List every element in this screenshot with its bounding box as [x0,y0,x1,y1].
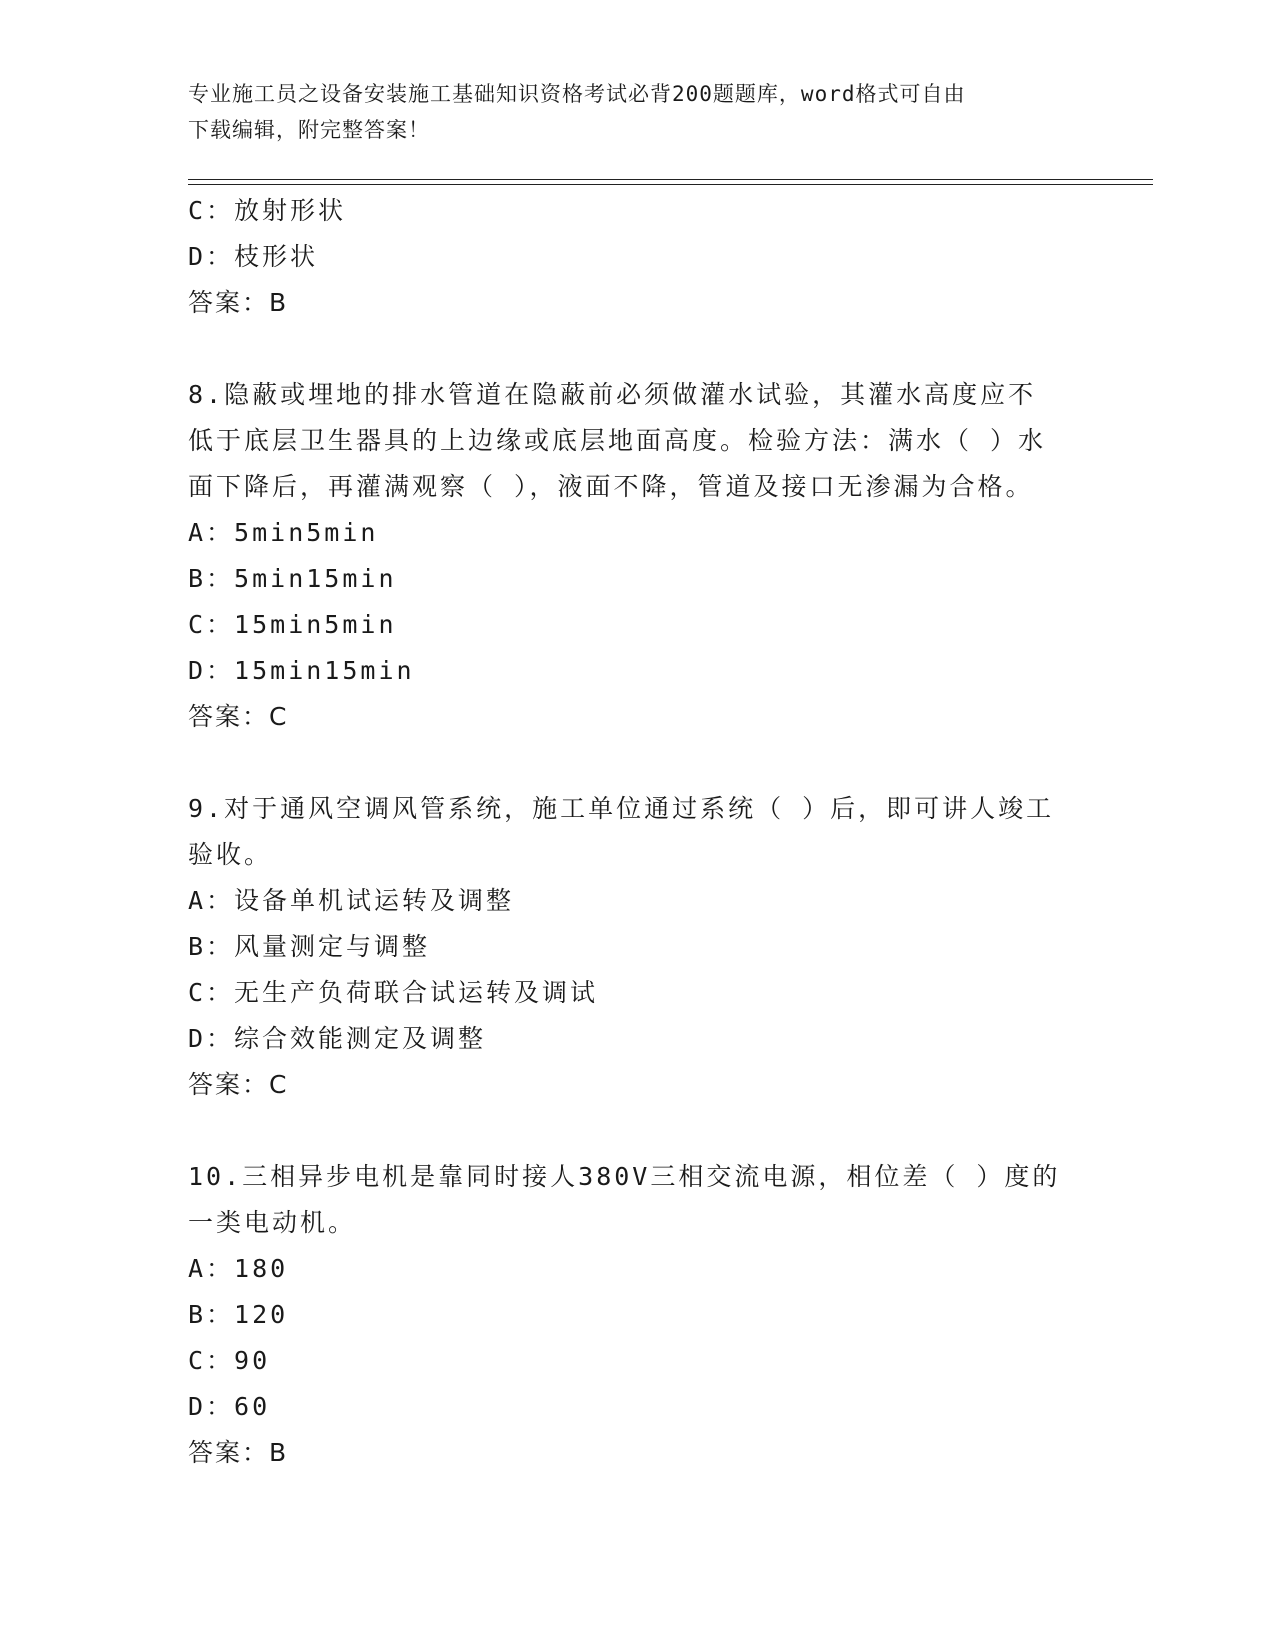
option-c: C：90 [188,1346,271,1375]
question-stem-line: 10.三相异步电机是靠同时接人380V三相交流电源，相位差（ ）度的 [188,1162,1061,1191]
question-10 [188,1154,1088,1476]
header-line-2: 下载编辑，附完整答案！ [188,118,430,142]
question-8 [188,372,1088,740]
question-stem-line: 一类电动机。 [188,1208,357,1237]
spacer [188,1108,1088,1154]
header-rule-bottom [188,184,1153,185]
option-d: D：60 [188,1392,271,1421]
question-stem-line: 面下降后，再灌满观察（ ），液面不降，管道及接口无渗漏为合格。 [188,472,1034,501]
option-b: B：5min15min [188,564,397,593]
option-b: B：120 [188,1300,289,1329]
header-line-1: 专业施工员之设备安装施工基础知识资格考试必背200题题库，word格式可自由 [188,82,966,106]
option-b: B：风量测定与调整 [188,932,431,961]
option-d: D：枝形状 [188,242,319,271]
spacer [188,326,1088,372]
question-stem-line: 9.对于通风空调风管系统，施工单位通过系统（ ）后，即可讲人竣工 [188,794,1055,823]
question-stem-line: 验收。 [188,840,273,869]
option-c: C：无生产负荷联合试运转及调试 [188,978,599,1007]
question-stem-line: 低于底层卫生器具的上边缘或底层地面高度。检验方法：满水（ ）水 [188,426,1047,455]
question-stem-line: 8.隐蔽或埋地的排水管道在隐蔽前必须做灌水试验，其灌水高度应不 [188,380,1037,409]
option-d: D：15min15min [188,656,415,685]
answer-line: 答案：B [188,1438,289,1467]
header-rule-top [188,179,1153,180]
option-c: C：放射形状 [188,196,347,225]
option-a: A：5min5min [188,518,379,547]
option-a: A：设备单机试运转及调整 [188,886,515,915]
answer-line: 答案：C [188,702,289,731]
spacer [188,740,1088,786]
question-content [188,188,1088,1476]
option-d: D：综合效能测定及调整 [188,1024,487,1053]
option-a: A：180 [188,1254,289,1283]
answer-line: 答案：C [188,1070,289,1099]
option-c: C：15min5min [188,610,397,639]
document-header [188,76,1068,148]
answer-line: 答案：B [188,288,289,317]
question-9 [188,786,1088,1108]
